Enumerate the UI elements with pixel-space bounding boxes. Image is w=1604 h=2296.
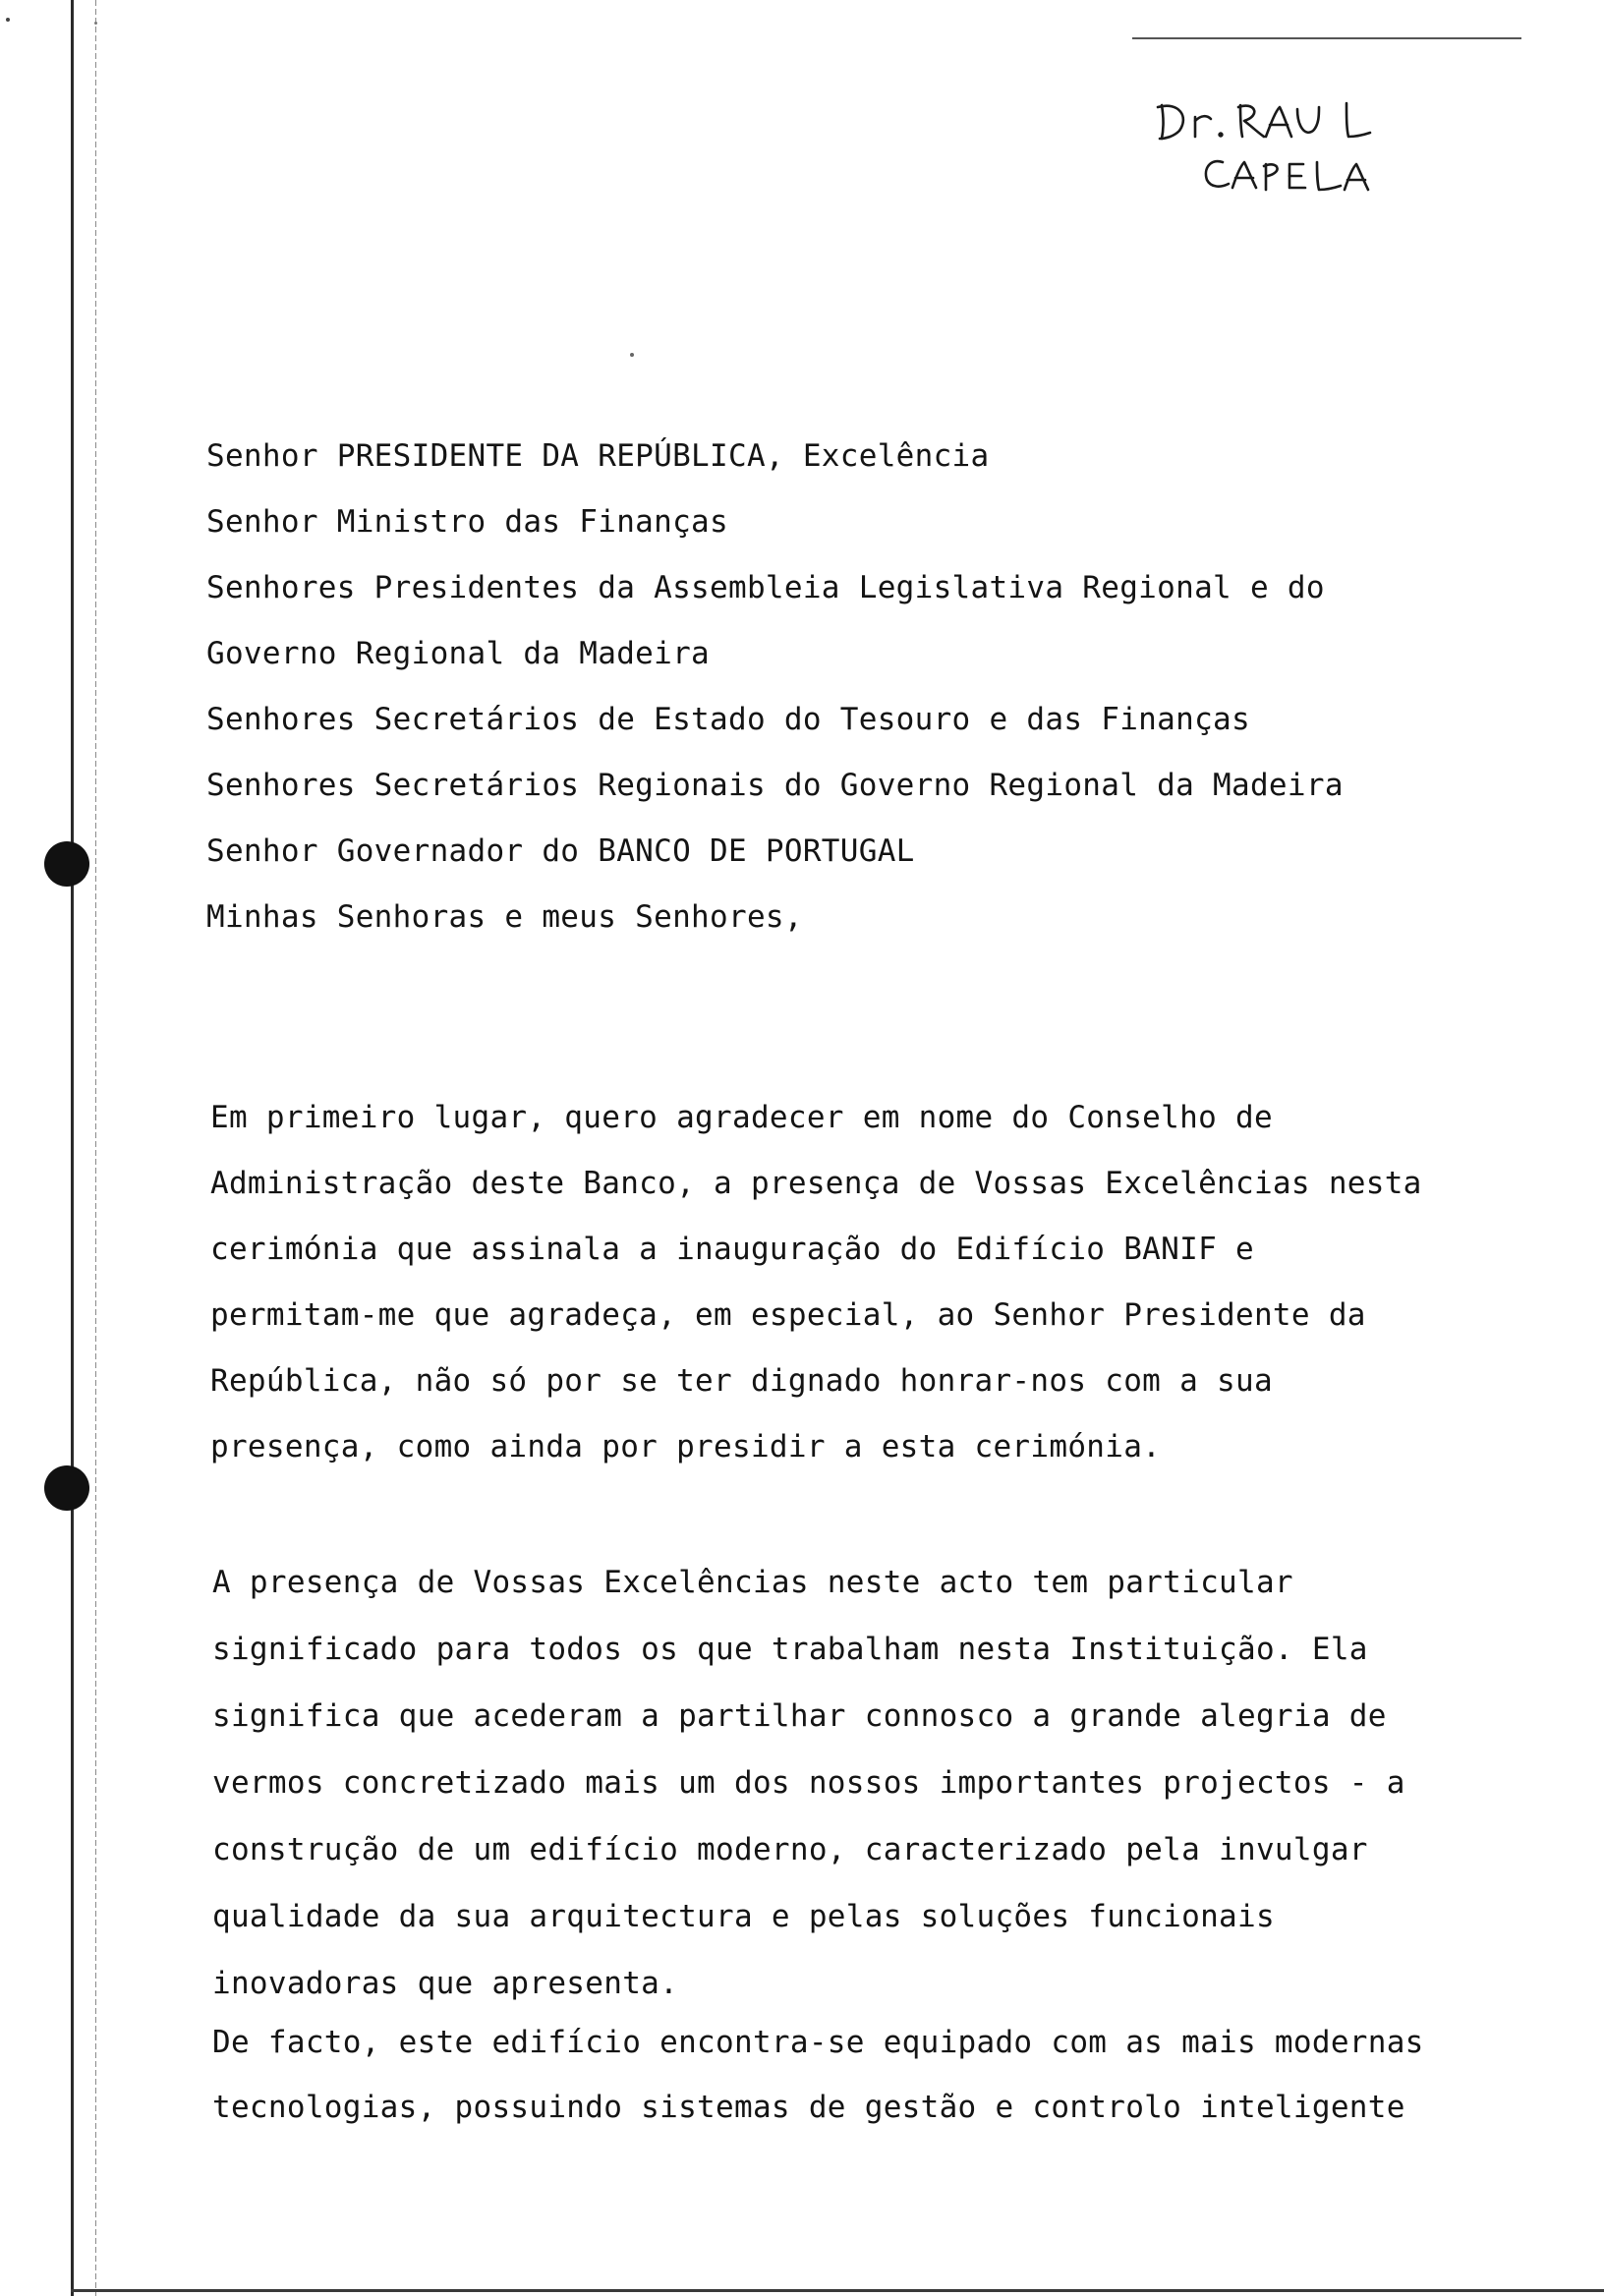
salutation-line: Minhas Senhoras e meus Senhores, — [206, 899, 803, 935]
salutation-line: Senhores Secretários de Estado do Tesouro e das Finanças — [206, 702, 1250, 737]
handwritten-annotation — [1150, 93, 1445, 211]
paragraph-line: construção de um edifício moderno, caracterizado pela invulgar — [212, 1832, 1368, 1867]
paragraph-line: qualidade da sua arquitectura e pelas soluções funcionais — [212, 1899, 1275, 1934]
left-margin-rule — [71, 0, 74, 2296]
punch-hole — [44, 1465, 89, 1511]
paragraph-line: De facto, este edifício encontra-se equipado com as mais modernas — [212, 2025, 1424, 2060]
paragraph-line: cerimónia que assinala a inauguração do Edifício BANIF e — [210, 1232, 1254, 1267]
paragraph-line: significa que acederam a partilhar connosco a grande alegria de — [212, 1698, 1387, 1734]
paragraph-line: A presença de Vossas Excelências neste acto tem particular — [212, 1565, 1293, 1600]
paragraph-line: inovadoras que apresenta. — [212, 1966, 679, 2001]
paragraph-line: tecnologias, possuindo sistemas de gestão e controlo inteligente — [212, 2090, 1405, 2125]
stray-dot — [94, 22, 97, 25]
paragraph-line: Em primeiro lugar, quero agradecer em nome do Conselho de — [210, 1100, 1273, 1135]
salutation-line: Senhor PRESIDENTE DA REPÚBLICA, Excelência — [206, 438, 990, 474]
paragraph-line: presença, como ainda por presidir a esta cerimónia. — [210, 1429, 1162, 1464]
salutation-line: Senhor Ministro das Finanças — [206, 504, 728, 540]
paragraph-line: República, não só por se ter dignado honrar-nos com a sua — [210, 1363, 1273, 1399]
paragraph-line: significado para todos os que trabalham nesta Instituição. Ela — [212, 1632, 1368, 1667]
bottom-page-rule — [71, 2289, 1604, 2292]
paragraph-line: Administração deste Banco, a presença de Vossas Excelências nesta — [210, 1166, 1422, 1201]
punch-hole — [44, 841, 89, 887]
salutation-line: Governo Regional da Madeira — [206, 636, 711, 671]
salutation-line: Senhores Secretários Regionais do Governo Regional da Madeira — [206, 768, 1344, 803]
salutation-line-justified: Senhores Presidentes da Assembleia Legislativa Regional e do — [206, 570, 1325, 605]
paragraph-line: vermos concretizado mais um dos nossos importantes projectos - a — [212, 1765, 1405, 1801]
stray-dot — [6, 18, 10, 22]
salutation-line: Senhor Governador do BANCO DE PORTUGAL — [206, 833, 915, 869]
left-margin-dotted-rule — [95, 0, 96, 2296]
stray-dot — [630, 353, 634, 357]
paragraph-line: permitam-me que agradeça, em especial, ao Senhor Presidente da — [210, 1297, 1366, 1333]
top-page-rule — [1132, 37, 1521, 39]
